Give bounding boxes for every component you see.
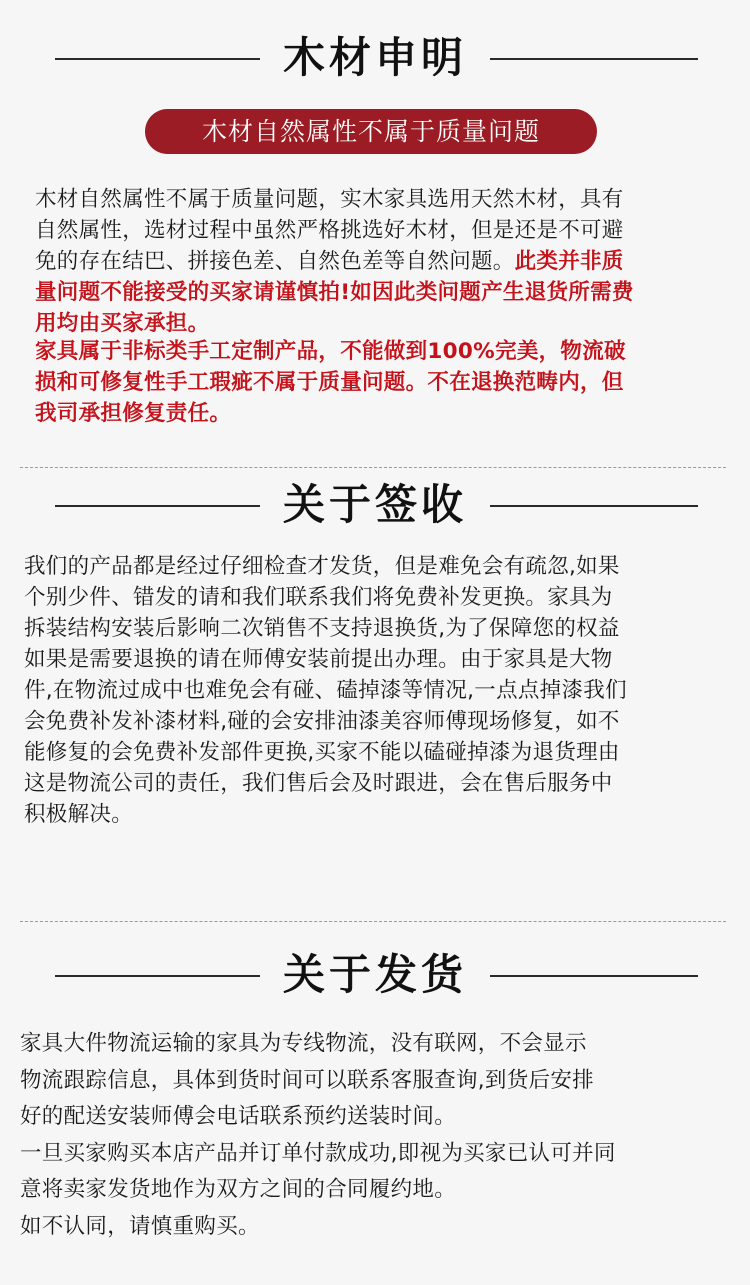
wood-statement-text: 木材自然属性不属于质量问题，实木家具选用天然木材，具有 自然属性，选材过程中虽然严格挑选好木材，但是还是不可避 免的存在结巴、拼接色差、自然色差等自然问题。 — [35, 187, 624, 274]
divider-right — [490, 975, 698, 977]
dashed-divider — [20, 921, 726, 922]
shipping-paragraph: 家具大件物流运输的家具为专线物流，没有联网，不会显示 物流跟踪信息，具体到货时间可以联系客服查询,到货后安排 好的配送安装师傅会电话联系预约送装时间。 一旦买家购买本店产品并订单付款成功,即视为买家已认可并同 意将卖家发货地作为双方之间的合同履约地。 如不认同，请慎重购买。 — [20, 1031, 616, 1239]
receipt-paragraph: 我们的产品都是经过仔细检查才发货，但是难免会有疏忽,如果 个别少件、错发的请和我们联系我们将免费补发更换。家具为 拆装结构安装后影响二次销售不支持退换货,为了保障您的权益 如果是需要退换的请在师傅安装前提出办理。由于家具是大物 件,在物流过成中也难免会有碰、磕掉漆等情况,一点点掉漆我们 会免费补发补漆材料,碰的会安排油漆美容师傅现场修复，如不 能修复的会免费补发部件更换,买家不能以磕碰掉漆为退货理由 这是物流公司的责任，我们售后会及时跟进，会在售后服务中 积极解决。 — [24, 554, 627, 827]
custom-product-notice: 家具属于非标类手工定制产品，不能做到100%完美，物流破 损和可修复性手工瑕疵不属于质量问题。不在退换范畴内，但 我司承担修复责任。 — [35, 339, 626, 426]
wood-statement-paragraph — [35, 184, 735, 339]
section-title-receipt: 关于签收 — [282, 480, 467, 529]
wood-warning-text: 此类并非质 量问题不能接受的买家请谨慎拍!如因此类问题产生退货所需费 用均由买家承担。 — [35, 249, 634, 336]
section-header-wood — [0, 28, 750, 88]
wood-notice-badge: 木材自然属性不属于质量问题 — [145, 109, 597, 154]
section-title-shipping: 关于发货 — [282, 950, 467, 999]
section-header-shipping — [0, 945, 750, 1005]
dashed-divider — [20, 467, 726, 468]
divider-right — [490, 505, 698, 507]
section-title-wood: 木材申明 — [282, 33, 467, 82]
divider-right — [490, 58, 698, 60]
section-header-receipt — [0, 475, 750, 535]
